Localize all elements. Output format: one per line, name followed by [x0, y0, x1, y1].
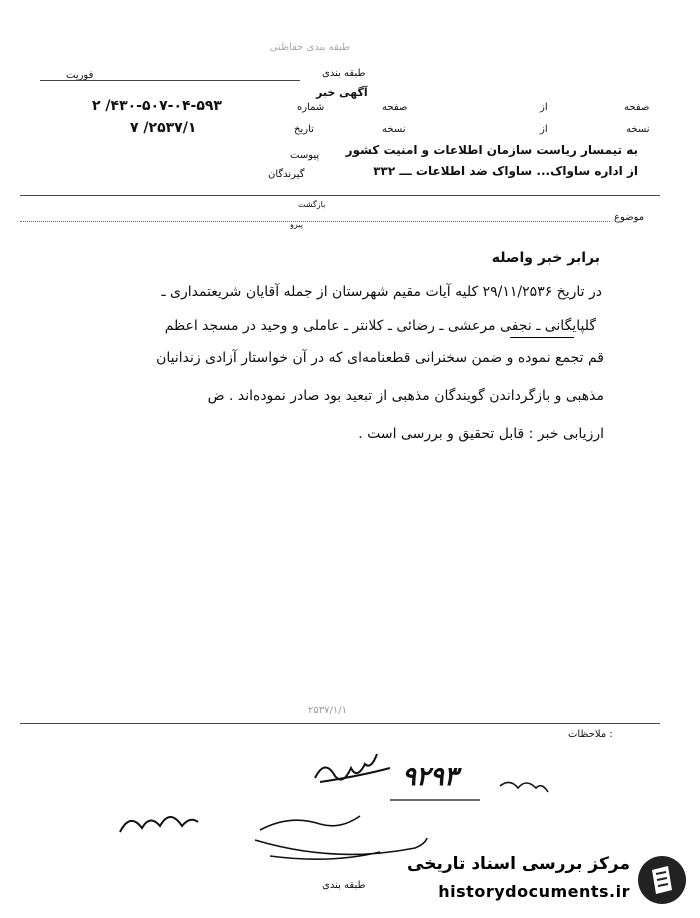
reference-label: بازگشت [298, 200, 326, 209]
handwritten-number: ۹۲۹۳ [402, 762, 458, 792]
subject-label: موضوع [614, 212, 645, 223]
date-value: ۲۵۳۷/۱/ ۷ [130, 120, 197, 136]
body-line-4: مذهبی و بازگرداندن گویندگان مذهبی از تبعید بود صادر نموده‌اند . ض [207, 388, 604, 404]
faint-date: ۲۵۳۷/۱/۱ [308, 705, 347, 716]
watermark-logo-icon [638, 856, 686, 904]
watermark [407, 850, 692, 910]
from-sender: از اداره ساواک... ساواک ضد اطلاعات ـــ ۳۳۲ [373, 164, 638, 178]
page-label: صفحه [624, 102, 650, 113]
file-label: پیرو [290, 220, 303, 229]
page-label-2: صفحه [382, 102, 408, 113]
number-value: ۴۳۰-۵۰۷-۰۴-۵۹۳/ ۲ [92, 98, 222, 114]
watermark-name: مرکز بررسی اسناد تاریخی [407, 854, 630, 874]
doc-type-title: آگهی خبر [316, 86, 368, 99]
bottom-classification: طبقه بندی [322, 880, 366, 891]
from-label-2: از [540, 124, 548, 135]
body-line-5: ارزیابی خبر : قابل تحقیق و بررسی است . [358, 426, 604, 442]
to-recipient: به تیمسار ریاست سازمان اطلاعات و امنیت کشور [345, 143, 638, 157]
body-line-2: گلپایگانی ـ نجفی مرعشی ـ رضائی ـ کلانتر ـ عاملی و وحید در مسجد اعظم [164, 318, 596, 334]
date-label: تاریخ [294, 124, 314, 135]
notes-label: ملاحظات : [568, 729, 613, 740]
recipients-label: گیرندگان [268, 169, 305, 180]
from-label: از [540, 102, 548, 113]
body-opening: برابر خبر واصله [491, 250, 600, 266]
top-faint-classification: طبقه بندی حفاظتی [269, 42, 350, 53]
number-label: شماره [297, 102, 325, 113]
classification-label: طبقه بندی [322, 68, 366, 79]
watermark-url: historydocuments.ir [438, 882, 630, 901]
urgency-label: فوریت [66, 70, 94, 81]
body-line-1: در تاریخ ۲۹/۱۱/۲۵۳۶ کلیه آیات مقیم شهرستان از جمله آقایان شریعتمداری ـ [161, 284, 602, 300]
copy-label-2: نسخه [382, 124, 406, 135]
body-line-3: قم تجمع نموده و ضمن سخنرانی قطعنامه‌ای که در آن خواستار آزادی زندانیان [156, 350, 604, 366]
copy-label: نسخه [626, 124, 650, 135]
enclosure-label: پیوست [290, 150, 320, 161]
